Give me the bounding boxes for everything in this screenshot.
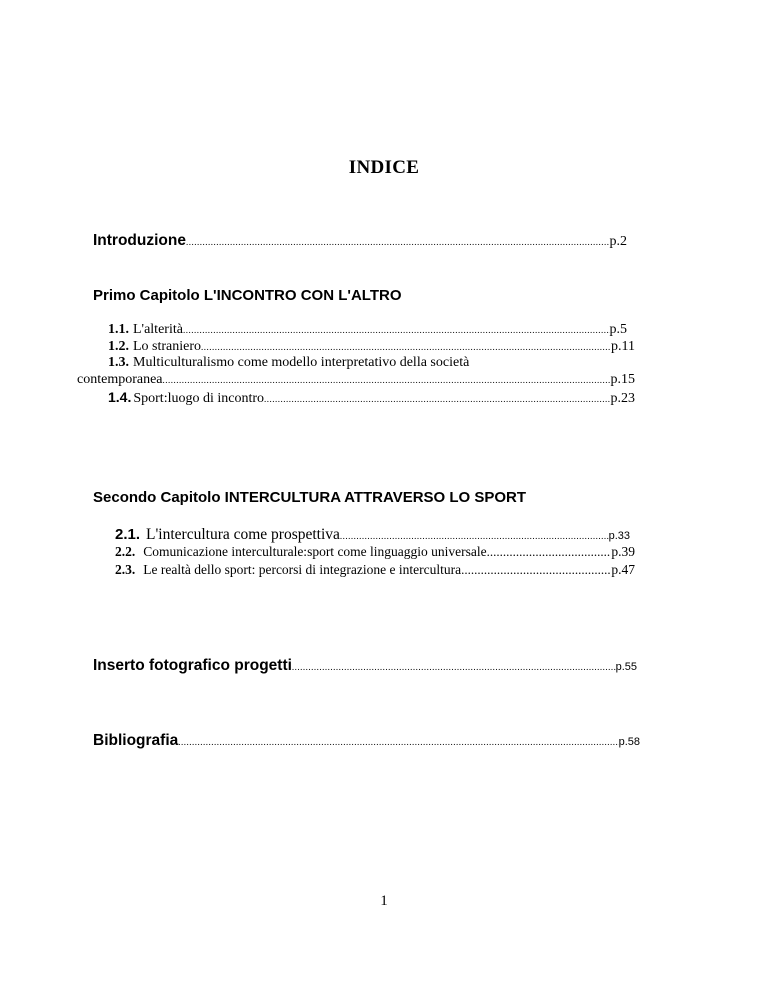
toc-entry-label: Inserto fotografico progetti [93, 657, 292, 674]
toc-entry-page: p.2 [609, 234, 627, 249]
section-title: Le realtà dello sport: percorsi di integrazione e intercultura [143, 562, 462, 577]
toc-entry-1-3 [108, 355, 469, 371]
section-number: 1.1. [108, 322, 129, 337]
toc-entry-photo-insert [93, 657, 637, 675]
leader-dots [292, 662, 616, 672]
section-number: 2.2. [115, 544, 136, 559]
toc-entry-1-1 [108, 322, 627, 338]
section-page: p.15 [610, 372, 635, 387]
section-title-continued: contemporanea [77, 372, 163, 387]
leader-dots [186, 237, 610, 247]
toc-entry-2-2 [115, 544, 635, 560]
section-number: 2.3. [115, 562, 136, 577]
chapter2-heading: Secondo Capitolo INTERCULTURA ATTRAVERSO LO SPORT [93, 489, 527, 506]
section-number: 2.1. [115, 526, 141, 543]
section-page: p.5 [609, 322, 627, 337]
chapter1-heading: Primo Capitolo L'INCONTRO CON L'ALTRO [93, 287, 402, 304]
section-title: Comunicazione interculturale:sport come linguaggio universale [143, 544, 487, 559]
toc-entry-1-3-cont [77, 372, 635, 388]
section-title: L'alterità [133, 322, 183, 337]
leader-dots [178, 737, 618, 747]
section-page: p.33 [608, 530, 630, 542]
leader-dots [183, 325, 610, 335]
section-page: p.47 [611, 562, 635, 577]
section-page: p.39 [611, 544, 635, 559]
section-page: p.23 [610, 391, 635, 406]
leader-dots [487, 544, 612, 560]
section-number: 1.2. [108, 339, 129, 354]
leader-dots [461, 562, 611, 578]
toc-entry-introduction [93, 232, 627, 250]
leader-dots [163, 375, 611, 385]
section-page: p.11 [611, 339, 635, 354]
toc-entry-bibliography [93, 732, 640, 750]
section-title: L'intercultura come prospettiva [146, 526, 340, 543]
leader-dots [340, 531, 609, 541]
leader-dots [201, 342, 611, 352]
section-title: Multiculturalismo come modello interpretativo della società [133, 355, 470, 370]
section-number: 1.3. [108, 355, 129, 370]
toc-entry-page: p.58 [618, 736, 640, 748]
toc-entry-page: p.55 [615, 661, 637, 673]
section-number: 1.4. [108, 389, 132, 405]
toc-entry-label: Bibliografia [93, 732, 179, 749]
toc-entry-2-1 [115, 526, 630, 544]
toc-entry-1-4 [108, 389, 635, 407]
section-title: Sport:luogo di incontro [133, 391, 265, 406]
toc-entry-2-3 [115, 562, 635, 578]
page-title: INDICE [348, 157, 420, 178]
section-title: Lo straniero [133, 339, 202, 354]
toc-entry-label: Introduzione [93, 232, 186, 249]
leader-dots [264, 394, 610, 404]
toc-entry-1-2 [108, 339, 635, 355]
page-number: 1 [380, 893, 388, 909]
